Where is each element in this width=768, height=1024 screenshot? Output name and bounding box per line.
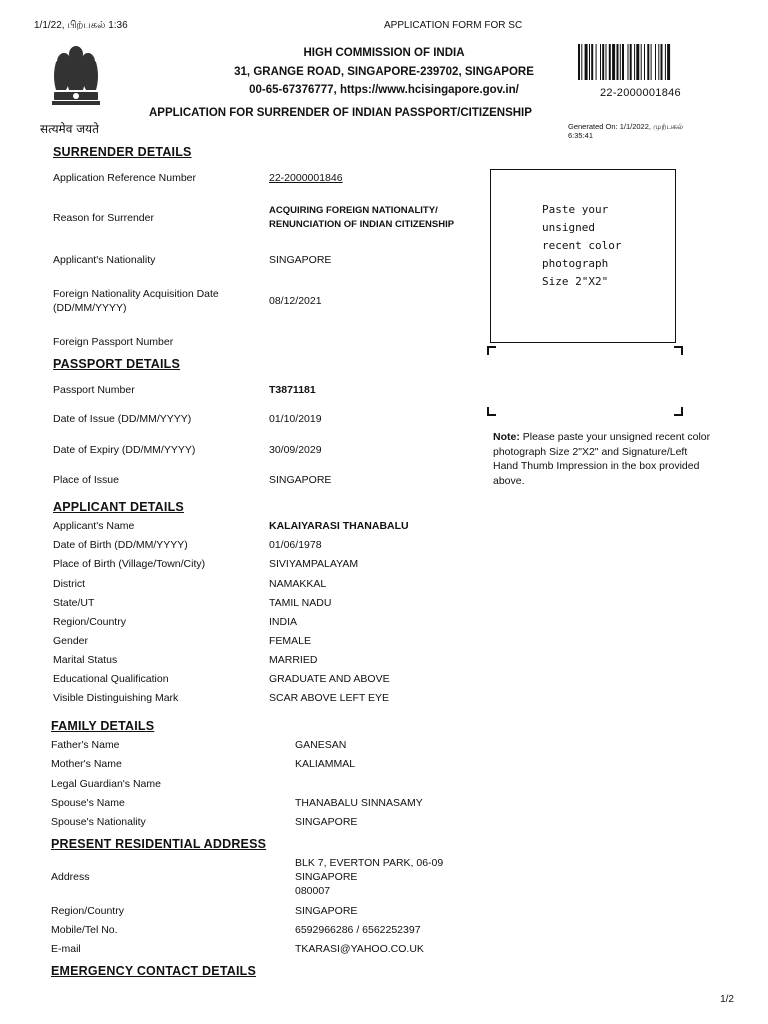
- family-row-label: Legal Guardian's Name: [51, 778, 161, 790]
- applicant-row: [53, 615, 126, 629]
- reason-label: Reason for Surrender: [53, 212, 154, 224]
- office-contact: 00-65-67376777, https://www.hcisingapore.gov.in/: [249, 84, 519, 96]
- barcode-bar: [655, 44, 656, 80]
- reason-value: [269, 204, 454, 232]
- applicant-row-label: District: [53, 578, 86, 590]
- acq-date-label-line2: (DD/MM/YYYY): [53, 302, 127, 314]
- page-number: 1/2: [720, 994, 734, 1005]
- place-of-issue-label: Place of Issue: [53, 474, 119, 486]
- applicant-row-label: Gender: [53, 635, 89, 647]
- form-title: APPLICATION FOR SURRENDER OF INDIAN PASSPORT/CITIZENSHIP: [149, 107, 532, 119]
- barcode-bar: [658, 44, 659, 80]
- applicant-row-label: Marital Status: [53, 654, 118, 666]
- applicant-row-value: KALAIYARASI THANABALU: [269, 520, 409, 532]
- barcode-bar: [630, 44, 632, 80]
- ref-label: Application Reference Number: [53, 172, 196, 184]
- family-row-label: Spouse's Nationality: [51, 816, 146, 828]
- photo-box: [490, 169, 676, 343]
- applicant-row-value: GRADUATE AND ABOVE: [269, 673, 390, 685]
- corner-mark: [674, 346, 683, 355]
- photo-note: [493, 430, 713, 488]
- barcode-bar: [651, 44, 652, 80]
- barcode-bar: [641, 44, 642, 80]
- applicant-row-label: State/UT: [53, 597, 95, 609]
- address-line1: BLK 7, EVERTON PARK, 06-09: [295, 857, 444, 869]
- passport-details-heading: PASSPORT DETAILS: [53, 357, 181, 371]
- document-title: APPLICATION FORM FOR SC: [384, 20, 523, 31]
- applicant-row-value: MARRIED: [269, 654, 318, 666]
- barcode-bar: [596, 44, 597, 80]
- barcode-bar: [644, 44, 645, 80]
- office-address: 31, GRANGE ROAD, SINGAPORE-239702, SINGAPORE: [234, 66, 534, 78]
- reason-value-line1: ACQUIRING FOREIGN NATIONALITY/: [269, 205, 438, 216]
- address-heading: PRESENT RESIDENTIAL ADDRESS: [51, 837, 267, 851]
- issue-date-label: Date of Issue (DD/MM/YYYY): [53, 413, 192, 425]
- generated-on-line2: 6:35:41: [568, 131, 594, 140]
- acq-date-label-line1: Foreign Nationality Acquisition Date: [53, 288, 219, 300]
- place-of-issue-value: SINGAPORE: [269, 474, 332, 486]
- reason-value-line2: RENUNCIATION OF INDIAN CITIZENSHIP: [269, 219, 455, 230]
- applicant-row: [53, 672, 169, 686]
- applicant-row-value: FEMALE: [269, 635, 312, 647]
- mobile-value: 6592966286 / 6562252397: [295, 924, 421, 936]
- family-row-value: KALIAMMAL: [295, 758, 356, 770]
- barcode-bar: [591, 44, 593, 80]
- applicant-row: [53, 691, 178, 705]
- nationality-label: Applicant's Nationality: [53, 254, 156, 266]
- surrender-details-heading: SURRENDER DETAILS: [53, 145, 192, 159]
- applicant-row-value: SCAR ABOVE LEFT EYE: [269, 692, 390, 704]
- signature-box: [487, 346, 683, 416]
- barcode-bar: [667, 44, 670, 80]
- region-value: SINGAPORE: [295, 905, 358, 917]
- barcode-bar: [661, 44, 663, 80]
- acq-date-label: [53, 287, 219, 315]
- foreign-passport-label: Foreign Passport Number: [53, 336, 174, 348]
- address-value: [295, 856, 443, 898]
- barcode-bar: [602, 44, 604, 80]
- family-row-value: SINGAPORE: [295, 816, 358, 828]
- applicant-row: [53, 519, 134, 533]
- barcode-bar: [634, 44, 635, 80]
- email-value: TKARASI@YAHOO.CO.UK: [295, 943, 424, 955]
- corner-mark: [487, 346, 496, 355]
- generated-on-line1: Generated On: 1/1/2022, முற்பகல்: [568, 122, 684, 131]
- applicant-row: [53, 653, 117, 667]
- expiry-date-value: 30/09/2029: [269, 444, 322, 456]
- applicant-row-label: Applicant's Name: [53, 520, 135, 532]
- note-text: Please paste your unsigned recent color photograph Size 2"X2" and Signature/Left Hand Thumb Impression in the box provided above.: [493, 431, 711, 487]
- applicant-row-value: INDIA: [269, 616, 298, 628]
- barcode-bar: [665, 44, 666, 80]
- barcode-bar: [612, 44, 615, 80]
- email-label: E-mail: [51, 943, 81, 955]
- barcode-bar: [606, 44, 607, 80]
- generated-on: [568, 122, 683, 140]
- expiry-date-label: Date of Expiry (DD/MM/YYYY): [53, 444, 196, 456]
- applicant-row-label: Visible Distinguishing Mark: [53, 692, 179, 704]
- family-row-value: GANESAN: [295, 739, 347, 751]
- barcode-number: 22-2000001846: [600, 87, 681, 99]
- corner-mark: [674, 407, 683, 416]
- mobile-label: Mobile/Tel No.: [51, 924, 118, 936]
- barcode-bar: [647, 44, 649, 80]
- applicant-row-value: NAMAKKAL: [269, 578, 327, 590]
- barcode-bar: [581, 44, 582, 80]
- barcode-bar: [622, 44, 624, 80]
- print-datetime: 1/1/22, பிற்பகல் 1:36: [34, 20, 128, 31]
- emblem-motto: सत्यमेव जयते: [40, 122, 99, 136]
- issue-date-value: 01/10/2019: [269, 413, 322, 425]
- passport-number-label: Passport Number: [53, 384, 135, 396]
- emergency-heading: EMERGENCY CONTACT DETAILS: [51, 964, 257, 978]
- barcode-bar: [609, 44, 611, 80]
- barcode-bar: [620, 44, 621, 80]
- applicant-row: [53, 577, 85, 591]
- barcode: [578, 44, 728, 80]
- applicant-row-value: 01/06/1978: [269, 539, 322, 551]
- acq-date-value: 08/12/2021: [269, 295, 322, 307]
- address-line3: 080007: [295, 885, 331, 897]
- applicant-row-label: Educational Qualification: [53, 673, 169, 685]
- photo-instructions: Paste your unsigned recent color photograph Size 2"X2": [542, 203, 622, 288]
- family-row-label: Father's Name: [51, 739, 120, 751]
- barcode-bar: [617, 44, 619, 80]
- family-row-label: Mother's Name: [51, 758, 122, 770]
- barcode-bar: [600, 44, 601, 80]
- barcode-bar: [628, 44, 629, 80]
- applicant-row-label: Place of Birth (Village/Town/City): [53, 558, 206, 570]
- family-details-heading: FAMILY DETAILS: [51, 719, 155, 733]
- applicant-row: [53, 557, 205, 571]
- applicant-details-heading: APPLICANT DETAILS: [53, 500, 184, 514]
- note-label: Note:: [493, 431, 520, 443]
- corner-mark: [487, 407, 496, 416]
- applicant-row-value: TAMIL NADU: [269, 597, 332, 609]
- applicant-row: [53, 634, 88, 648]
- address-line2: SINGAPORE: [295, 871, 358, 883]
- barcode-bar: [589, 44, 590, 80]
- barcode-bar: [578, 44, 580, 80]
- applicant-row-label: Date of Birth (DD/MM/YYYY): [53, 539, 188, 551]
- address-label: Address: [51, 871, 90, 883]
- barcode-bar: [636, 44, 639, 80]
- applicant-row-value: SIVIYAMPALAYAM: [269, 558, 359, 570]
- region-label: Region/Country: [51, 905, 124, 917]
- office-name: HIGH COMMISSION OF INDIA: [303, 47, 465, 59]
- applicant-row: [53, 596, 94, 610]
- applicant-row-label: Region/Country: [53, 616, 126, 628]
- passport-number-value: T3871181: [269, 384, 316, 396]
- ref-value: 22-2000001846: [269, 172, 343, 184]
- family-row-value: THANABALU SINNASAMY: [295, 797, 423, 809]
- barcode-bar: [585, 44, 588, 80]
- applicant-row: [53, 538, 188, 552]
- family-row-label: Spouse's Name: [51, 797, 125, 809]
- nationality-value: SINGAPORE: [269, 254, 332, 266]
